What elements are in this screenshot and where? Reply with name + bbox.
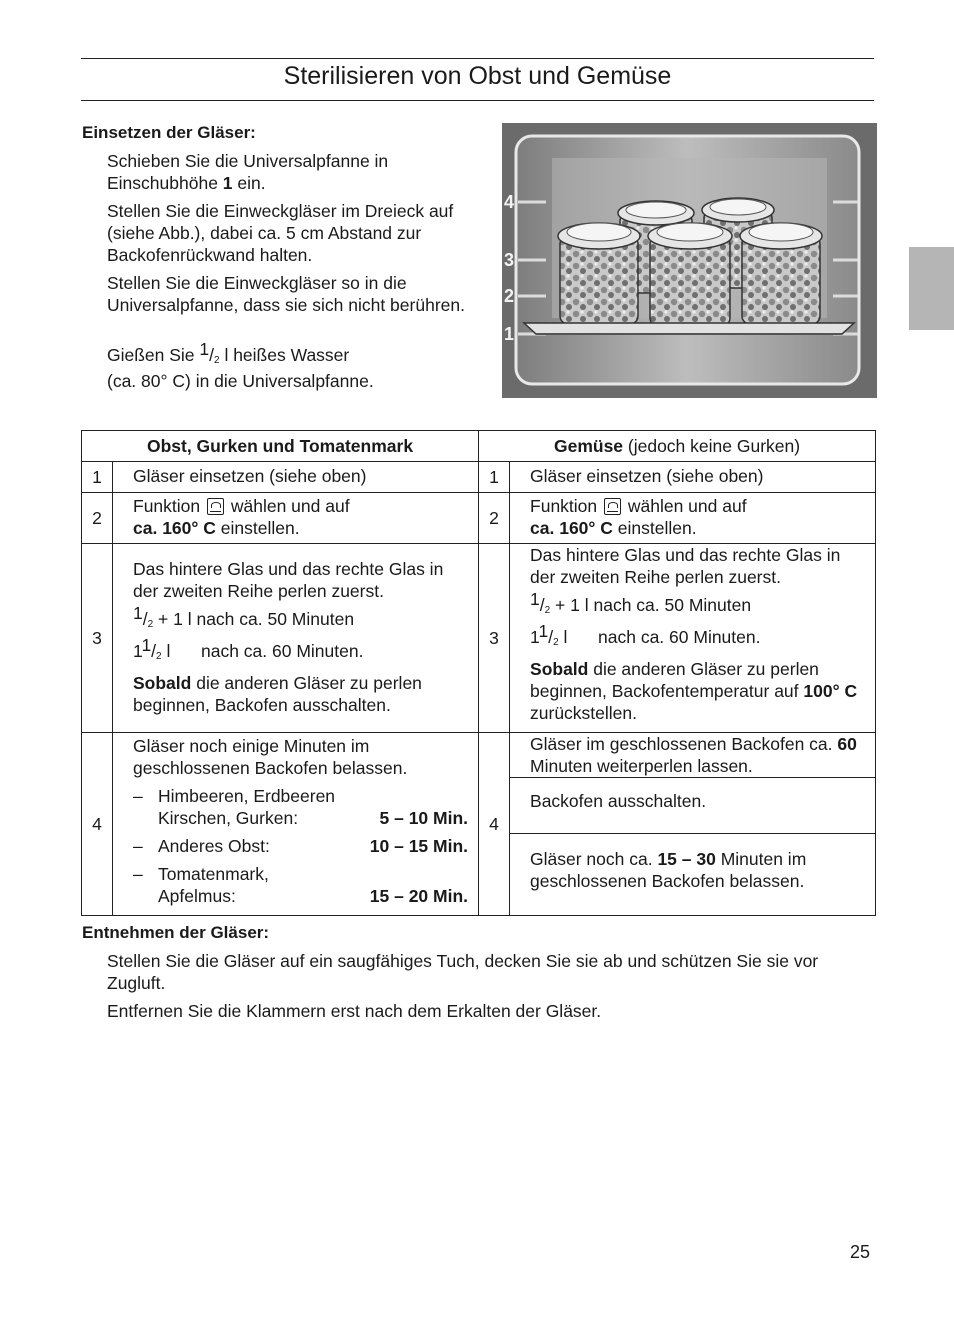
item-label: Anderes Obst: [158, 836, 270, 856]
sobald-bold: Sobald [133, 673, 192, 693]
jar-front-middle [648, 223, 732, 326]
table-row [82, 462, 876, 493]
left-step-2-temp: ca. 160° C [133, 518, 216, 538]
steps-table [81, 430, 876, 916]
right-step-3-temp: 100° C [803, 681, 858, 701]
sobald-bold: Sobald [530, 659, 589, 679]
jar-front-right [740, 223, 822, 324]
right-step-4-a-tail: Minuten weiterperlen lassen. [530, 756, 753, 776]
universal-pan [524, 323, 854, 334]
right-step-4-a [510, 733, 875, 777]
left-step-3-time-1: 1/2 + 1 l nach ca. 50 Minuten [133, 603, 355, 630]
dash: – [133, 836, 143, 856]
left-step-3-switch-off-text: die anderen Gläser zu perlen beginnen, Backofen ausschalten. [133, 673, 422, 715]
left-step-2-text: Funktion [133, 496, 205, 516]
jar-front-left [558, 223, 640, 324]
insert-step-4-tail: (ca. 80° C) in die Universalpfanne. [107, 371, 374, 391]
right-step-2-mid: wählen und auf [623, 496, 747, 516]
unit-liter: l [161, 641, 171, 661]
fraction-numerator: 1 [133, 603, 143, 623]
page-number: 25 [850, 1242, 871, 1262]
item-duration: 15 – 20 Min. [369, 886, 469, 906]
right-step-4-b: Backofen ausschalten. [510, 777, 875, 833]
shelf-label-3: 3 [504, 250, 515, 270]
shelf-label-4: 4 [504, 192, 515, 212]
right-step-1: Gläser einsetzen (siehe oben) [510, 462, 876, 493]
item-label: Kirschen, Gurken: [158, 808, 299, 828]
step-number: 1 [82, 462, 113, 493]
table-row [82, 544, 876, 733]
dash: – [133, 864, 143, 884]
left-step-3-time-2: 11/2 l nach ca. 60 Minuten. [133, 640, 468, 666]
right-step-3-time-2-text: nach ca. 60 Minuten. [598, 627, 761, 647]
right-step-3-reduce-text: die anderen Gläser zu perlen beginnen, Backofentemperatur auf [530, 659, 819, 701]
whole-number: 1 [133, 641, 142, 661]
table-row [82, 493, 876, 544]
fraction-numerator: 1 [538, 621, 549, 641]
title-top-rule [81, 58, 874, 59]
right-step-2-temp: ca. 160° C [530, 518, 613, 538]
fraction-numerator: 1 [141, 635, 152, 655]
top-bottom-heat-icon [604, 498, 621, 515]
fraction-denominator: 2 [147, 619, 154, 630]
right-step-2-text: Funktion [530, 496, 602, 516]
item-line-1: Tomatenmark, [158, 864, 269, 884]
right-step-2 [510, 493, 876, 544]
right-step-3-intro: Das hintere Glas und das rechte Glas in der zweiten Reihe perlen zuerst. [530, 545, 841, 587]
item-line-1: Himbeeren, Erdbeeren [158, 786, 336, 806]
right-step-3-time-2: 11/2 l nach ca. 60 Minuten. [530, 626, 865, 652]
left-step-2-tail: einstellen. [215, 518, 300, 538]
left-step-2-mid: wählen und auf [225, 496, 350, 516]
right-step-3-time-1-text: + 1 l nach ca. 50 Minuten [550, 595, 752, 615]
table-row [82, 733, 876, 916]
insert-step-3: Stellen Sie die Einweckgläser so in die Universalpfanne, dass sie sich nicht berühren. [107, 273, 465, 315]
left-step-4-intro: Gläser noch einige Minuten im geschlossenen Backofen belassen. [133, 736, 408, 778]
header-vegetables-note: (jedoch keine Gurken) [623, 435, 801, 456]
oven-jars-illustration [502, 118, 877, 403]
side-tab-marker [909, 247, 954, 330]
right-step-4-c-tail: Minuten im geschlossenen Backofen belassen. [530, 849, 807, 891]
header-fruit [82, 431, 479, 462]
right-step-4-a-minutes: 60 [837, 734, 857, 754]
shelf-label-1: 1 [504, 324, 515, 344]
list-item [133, 785, 468, 829]
item-duration: 5 – 10 Min. [379, 808, 469, 828]
insert-step-1 [107, 150, 467, 194]
step-number: 4 [82, 733, 113, 916]
insert-step-1-level: 1 [222, 173, 233, 193]
header-vegetables [479, 431, 876, 462]
right-step-3 [510, 544, 876, 733]
right-step-3-reduce [530, 658, 865, 724]
unit-liter: l [558, 627, 568, 647]
list-item [133, 863, 468, 907]
step-number: 2 [82, 493, 113, 544]
right-step-4-a-text: Gläser im geschlossenen Backofen ca. [530, 734, 838, 754]
shelf-label-2: 2 [504, 286, 515, 306]
fraction-denominator: 2 [214, 355, 220, 366]
fraction-denominator: 2 [156, 651, 162, 662]
table-header-row [82, 431, 876, 462]
step-number: 3 [479, 544, 510, 733]
right-step-3-reduce-tail: zurückstellen. [530, 703, 638, 723]
fraction-denominator: 2 [544, 605, 551, 616]
left-step-4 [113, 733, 479, 916]
whole-number: 1 [530, 627, 539, 647]
header-fruit-label: Obst, Gurken und Tomatenmark [146, 435, 414, 456]
title-bottom-rule [81, 100, 874, 101]
step-number: 1 [479, 462, 510, 493]
right-step-4 [510, 733, 876, 916]
right-step-4-c-minutes: 15 – 30 [657, 849, 716, 869]
insert-step-4: Gießen Sie 1/2 l heißes Wasser (ca. 80° C) in die Universalpfanne. [107, 339, 374, 391]
right-step-3-time-1: 1/2 + 1 l nach ca. 50 Minuten [530, 589, 752, 616]
right-step-4-c-text: Gläser noch ca. [530, 849, 658, 869]
step-number: 2 [479, 493, 510, 544]
insert-step-1-tail: ein. [232, 173, 266, 193]
page-title: Sterilisieren von Obst und Gemüse [283, 62, 672, 90]
top-bottom-heat-icon [207, 498, 224, 515]
remove-step-2: Entfernen Sie die Klammern erst nach dem Erkalten der Gläser. [107, 1001, 602, 1021]
remove-heading: Entnehmen der Gläser: [82, 923, 270, 942]
left-step-1: Gläser einsetzen (siehe oben) [113, 462, 479, 493]
right-step-2-tail: einstellen. [612, 518, 697, 538]
insert-step-1-text: Schieben Sie die Universalpfanne in Einschubhöhe [107, 151, 389, 193]
item-duration: 10 – 15 Min. [369, 836, 469, 856]
left-step-3-time-2-text: nach ca. 60 Minuten. [201, 641, 364, 661]
fraction-numerator: 1 [199, 339, 210, 359]
left-step-3-intro: Das hintere Glas und das rechte Glas in der zweiten Reihe perlen zuerst. [133, 559, 444, 601]
dash: – [133, 786, 143, 806]
insert-heading: Einsetzen der Gläser: [82, 123, 256, 142]
step-number: 3 [82, 544, 113, 733]
right-step-4-c [510, 833, 875, 906]
insert-step-4-mid: l heißes Wasser [219, 345, 350, 365]
header-vegetables-bold: Gemüse [553, 435, 624, 456]
fraction-numerator: 1 [530, 589, 540, 609]
list-item [133, 835, 468, 857]
fraction-denominator: 2 [553, 637, 559, 648]
left-step-2 [113, 493, 479, 544]
step-number: 4 [479, 733, 510, 916]
left-step-3-switch-off [133, 672, 468, 716]
item-label: Apfelmus: [158, 886, 236, 906]
left-step-3 [113, 544, 479, 733]
insert-step-2: Stellen Sie die Einweckgläser im Dreieck auf (siehe Abb.), dabei ca. 5 cm Abstand zur Backofenrückwand halten. [107, 201, 454, 265]
left-step-3-time-1-text: + 1 l nach ca. 50 Minuten [153, 609, 355, 629]
insert-step-4-text: Gießen Sie [107, 345, 200, 365]
remove-step-1: Stellen Sie die Gläser auf ein saugfähiges Tuch, decken Sie sie ab und schützen Sie sie vor Zugluft. [107, 951, 819, 993]
